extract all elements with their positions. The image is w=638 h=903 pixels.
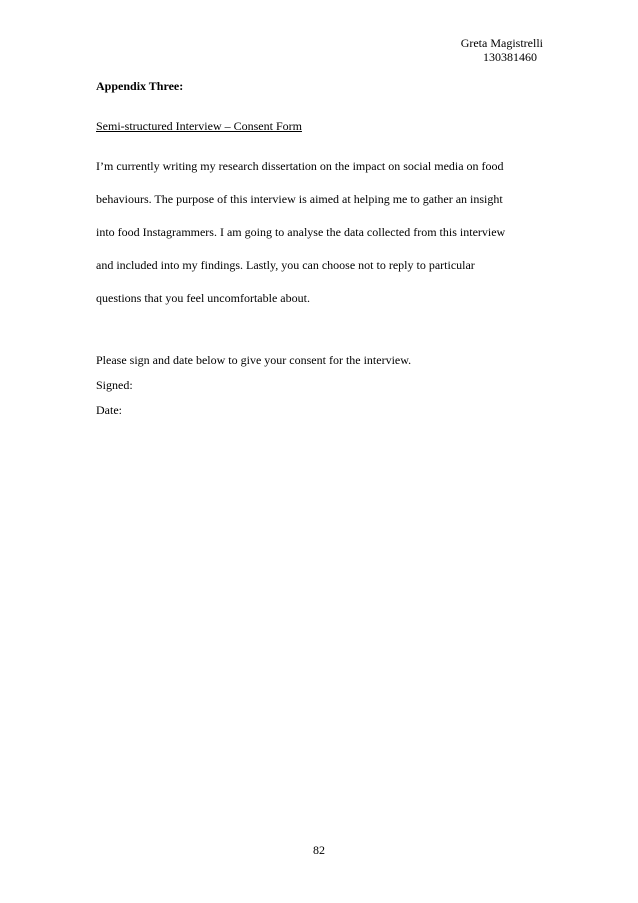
page-header: [461, 36, 543, 64]
appendix-title: Appendix Three:: [96, 79, 184, 93]
paragraph-line: behaviours. The purpose of this interview is aimed at helping me to gather an insight: [96, 192, 503, 206]
consent-instruction: Please sign and date below to give your consent for the interview.: [96, 353, 412, 367]
author-name: Greta Magistrelli: [460, 36, 543, 50]
consent-paragraph: [96, 159, 556, 305]
paragraph-line: I’m currently writing my research dissertation on the impact on social media on food: [96, 159, 504, 173]
student-id: 130381460: [483, 50, 537, 64]
signed-label: Signed:: [96, 378, 133, 392]
page-number: 82: [313, 843, 325, 857]
form-title: Semi-structured Interview – Consent Form: [96, 119, 302, 133]
document-body: [96, 79, 556, 417]
paragraph-line: into food Instagrammers. I am going to analyse the data collected from this interview: [96, 225, 506, 239]
paragraph-line: questions that you feel uncomfortable about.: [96, 291, 310, 305]
date-label: Date:: [96, 403, 122, 417]
paragraph-line: and included into my findings. Lastly, you can choose not to reply to particular: [96, 258, 475, 272]
